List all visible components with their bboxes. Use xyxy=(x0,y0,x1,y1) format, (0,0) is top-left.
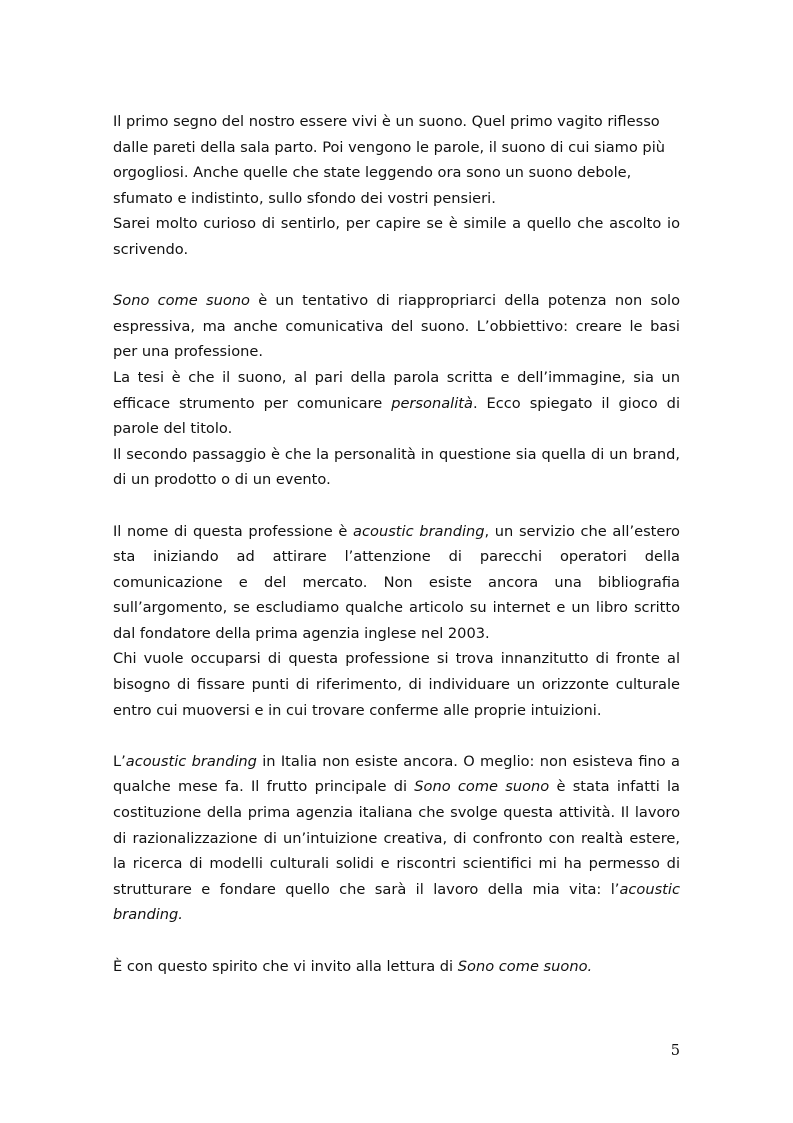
page-number: 5 xyxy=(670,1042,680,1059)
text-run: in Italia non esiste ancora. O meglio: non esisteva fino a qualche mese fa. Il frutto principale di xyxy=(113,752,680,796)
body-paragraph xyxy=(113,954,680,980)
text-run: Chi vuole occuparsi di questa professione si trova innanzitutto di fronte al bisogno di fissare punti di riferimento, di individuare un orizzonte culturale entro cui muoversi e in cui trovare conferme alle proprie intuizioni. xyxy=(113,650,680,719)
paragraph-spacer xyxy=(113,263,680,289)
text-run: , un servizio che all’estero sta iniziando ad attirare l’attenzione di parecchi operatori della comunicazione e del mercato. Non esiste ancora una bibliografia sull’argomento, se escludiamo qualche articolo su internet e un libro scritto dal fondatore della prima agenzia inglese nel 2003. xyxy=(113,522,680,642)
paragraph-spacer xyxy=(113,723,680,749)
italic-text-run: acoustic branding xyxy=(353,522,485,540)
text-run: La tesi è che il suono, al pari della parola scritta e dell’immagine, sia un efficace strumento per comunicare xyxy=(113,368,680,412)
body-paragraph xyxy=(113,288,680,365)
body-paragraph xyxy=(113,109,680,211)
text-run: Sarei molto curioso di sentirlo, per capire se è simile a quello che ascolto io scrivendo. xyxy=(113,215,680,258)
paragraph-spacer xyxy=(113,928,680,954)
body-paragraph xyxy=(113,211,680,262)
text-run: Il secondo passaggio è che la personalità in questione sia quella di un brand, di un prodotto o di un evento. xyxy=(113,445,680,489)
page-body xyxy=(113,109,680,979)
body-paragraph xyxy=(113,365,680,442)
text-run: Il nome di questa professione è xyxy=(113,522,354,540)
body-paragraph xyxy=(113,749,680,928)
text-run: L’ xyxy=(113,752,126,770)
body-paragraph xyxy=(113,442,680,493)
italic-text-run: acoustic branding xyxy=(125,752,257,770)
text-run: è stata infatti la costituzione della prima agenzia italiana che svolge questa attività. Il lavoro di razionalizzazione di un’intuizione creativa, di confronto con realtà estere, la ricerca di modelli culturali solidi e riscontri scientifici mi ha permesso di strutturare e fondare quello che sarà il lavoro della mia vita: l’ xyxy=(113,778,680,898)
italic-text-run: Sono come suono xyxy=(113,292,250,310)
italic-text-run: Sono come suono. xyxy=(457,957,593,975)
text-run: è un tentativo di riappropriarci della potenza non solo espressiva, ma anche comunicativa del suono. L’obbiettivo: creare le basi per una professione. xyxy=(113,292,681,361)
text-run: Il primo segno del nostro essere vivi è un suono. Quel primo vagito riflesso dalle pareti della sala parto. Poi vengono le parole, il suono di cui siamo più orgogliosi. Anche quelle che state leggendo ora sono un suono debole, sfumato e indistinto, sullo sfondo dei vostri pensieri. xyxy=(113,113,666,207)
paragraph-spacer xyxy=(113,493,680,519)
body-paragraph xyxy=(113,519,680,647)
text-run: . Ecco spiegato il gioco di parole del titolo. xyxy=(113,394,680,438)
italic-text-run: Sono come suono xyxy=(414,778,550,796)
italic-text-run: personalità xyxy=(391,394,473,412)
text-run: È con questo spirito che vi invito alla lettura di xyxy=(113,957,458,975)
italic-text-run: acoustic branding. xyxy=(113,880,680,924)
body-paragraph xyxy=(113,646,680,723)
